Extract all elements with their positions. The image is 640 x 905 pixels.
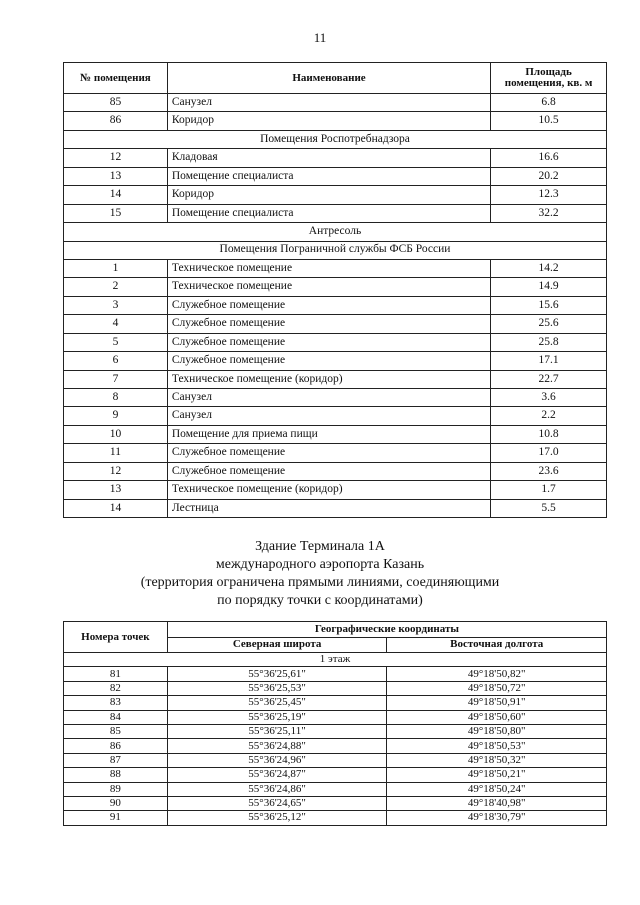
coordinate-row bbox=[64, 724, 607, 738]
room-number: 5 bbox=[64, 333, 168, 351]
room-name: Кладовая bbox=[167, 149, 490, 167]
room-number: 6 bbox=[64, 352, 168, 370]
header-point-numbers: Номера точек bbox=[64, 622, 168, 653]
header-room-number: № помещения bbox=[64, 63, 168, 94]
room-area: 5.5 bbox=[491, 499, 607, 517]
header-room-area: Площадь помещения, кв. м bbox=[491, 63, 607, 94]
point-number: 88 bbox=[64, 768, 168, 782]
header-geo-coordinates: Географические координаты bbox=[167, 622, 606, 638]
building-title-line: по порядку точки с координатами) bbox=[217, 593, 423, 608]
room-number: 15 bbox=[64, 204, 168, 222]
room-name: Техническое помещение bbox=[167, 278, 490, 296]
coordinate-row bbox=[64, 796, 607, 810]
point-number: 89 bbox=[64, 782, 168, 796]
coordinates-table bbox=[63, 621, 607, 826]
room-name: Техническое помещение (коридор) bbox=[167, 481, 490, 499]
latitude: 55°36'25,19" bbox=[167, 710, 387, 724]
point-number: 91 bbox=[64, 811, 168, 825]
latitude: 55°36'24,88" bbox=[167, 739, 387, 753]
latitude: 55°36'24,65" bbox=[167, 796, 387, 810]
point-number: 85 bbox=[64, 724, 168, 738]
longitude: 49°18'50,53" bbox=[387, 739, 607, 753]
section-row bbox=[64, 223, 607, 241]
room-area: 16.6 bbox=[491, 149, 607, 167]
room-row bbox=[64, 370, 607, 388]
latitude: 55°36'25,61" bbox=[167, 667, 387, 681]
coordinate-row bbox=[64, 753, 607, 767]
room-row bbox=[64, 425, 607, 443]
room-name: Техническое помещение bbox=[167, 259, 490, 277]
room-number: 12 bbox=[64, 462, 168, 480]
latitude: 55°36'25,45" bbox=[167, 696, 387, 710]
header-latitude: Северная широта bbox=[167, 637, 387, 653]
section-row bbox=[64, 130, 607, 148]
floor-label: 1 этаж bbox=[64, 653, 607, 667]
point-number: 90 bbox=[64, 796, 168, 810]
latitude: 55°36'25,53" bbox=[167, 681, 387, 695]
room-row bbox=[64, 259, 607, 277]
room-number: 86 bbox=[64, 112, 168, 130]
room-number: 14 bbox=[64, 499, 168, 517]
room-area: 10.5 bbox=[491, 112, 607, 130]
latitude: 55°36'24,86" bbox=[167, 782, 387, 796]
room-area: 17.1 bbox=[491, 352, 607, 370]
longitude: 49°18'50,82" bbox=[387, 667, 607, 681]
room-area: 25.8 bbox=[491, 333, 607, 351]
section-row bbox=[64, 241, 607, 259]
room-row bbox=[64, 444, 607, 462]
room-number: 8 bbox=[64, 389, 168, 407]
room-area: 10.8 bbox=[491, 425, 607, 443]
room-area: 1.7 bbox=[491, 481, 607, 499]
page-number: 11 bbox=[313, 30, 327, 45]
rooms-table bbox=[63, 62, 607, 518]
room-name: Служебное помещение bbox=[167, 315, 490, 333]
point-number: 86 bbox=[64, 739, 168, 753]
room-row bbox=[64, 407, 607, 425]
room-name: Служебное помещение bbox=[167, 333, 490, 351]
header-longitude: Восточная долгота bbox=[387, 637, 607, 653]
point-number: 81 bbox=[64, 667, 168, 681]
room-row bbox=[64, 112, 607, 130]
room-number: 4 bbox=[64, 315, 168, 333]
room-number: 10 bbox=[64, 425, 168, 443]
room-row bbox=[64, 149, 607, 167]
point-number: 87 bbox=[64, 753, 168, 767]
room-row bbox=[64, 352, 607, 370]
room-area: 14.2 bbox=[491, 259, 607, 277]
room-name: Служебное помещение bbox=[167, 462, 490, 480]
room-row bbox=[64, 462, 607, 480]
room-area: 25.6 bbox=[491, 315, 607, 333]
coordinate-row bbox=[64, 811, 607, 825]
room-area: 2.2 bbox=[491, 407, 607, 425]
room-area: 20.2 bbox=[491, 167, 607, 185]
coordinate-row bbox=[64, 739, 607, 753]
coordinate-row bbox=[64, 696, 607, 710]
room-name: Служебное помещение bbox=[167, 296, 490, 314]
latitude: 55°36'25,11" bbox=[167, 724, 387, 738]
room-area: 14.9 bbox=[491, 278, 607, 296]
room-number: 85 bbox=[64, 94, 168, 112]
room-name: Лестница bbox=[167, 499, 490, 517]
room-number: 1 bbox=[64, 259, 168, 277]
section-title: Помещения Роспотребнадзора bbox=[64, 130, 607, 148]
room-name: Помещение для приема пищи bbox=[167, 425, 490, 443]
room-name: Санузел bbox=[167, 94, 490, 112]
room-area: 15.6 bbox=[491, 296, 607, 314]
building-title-line: Здание Терминала 1А bbox=[255, 539, 385, 554]
longitude: 49°18'50,91" bbox=[387, 696, 607, 710]
room-area: 17.0 bbox=[491, 444, 607, 462]
longitude: 49°18'40,98" bbox=[387, 796, 607, 810]
room-area: 32.2 bbox=[491, 204, 607, 222]
room-name: Коридор bbox=[167, 112, 490, 130]
room-row bbox=[64, 333, 607, 351]
room-number: 13 bbox=[64, 481, 168, 499]
room-row bbox=[64, 499, 607, 517]
point-number: 84 bbox=[64, 710, 168, 724]
section-title: Антресоль bbox=[64, 223, 607, 241]
longitude: 49°18'30,79" bbox=[387, 811, 607, 825]
room-area: 23.6 bbox=[491, 462, 607, 480]
room-name: Санузел bbox=[167, 389, 490, 407]
room-number: 11 bbox=[64, 444, 168, 462]
rooms-header-row bbox=[64, 63, 607, 94]
longitude: 49°18'50,32" bbox=[387, 753, 607, 767]
coordinate-row bbox=[64, 667, 607, 681]
room-name: Помещение специалиста bbox=[167, 167, 490, 185]
room-area: 6.8 bbox=[491, 94, 607, 112]
latitude: 55°36'24,96" bbox=[167, 753, 387, 767]
room-row bbox=[64, 315, 607, 333]
room-row bbox=[64, 481, 607, 499]
room-row bbox=[64, 296, 607, 314]
room-row bbox=[64, 204, 607, 222]
room-number: 7 bbox=[64, 370, 168, 388]
coordinate-row bbox=[64, 768, 607, 782]
room-row bbox=[64, 186, 607, 204]
room-name: Коридор bbox=[167, 186, 490, 204]
coordinate-row bbox=[64, 782, 607, 796]
point-number: 82 bbox=[64, 681, 168, 695]
room-row bbox=[64, 278, 607, 296]
longitude: 49°18'50,24" bbox=[387, 782, 607, 796]
room-name: Санузел bbox=[167, 407, 490, 425]
room-name: Служебное помещение bbox=[167, 352, 490, 370]
header-room-name: Наименование bbox=[167, 63, 490, 94]
room-area: 12.3 bbox=[491, 186, 607, 204]
latitude: 55°36'24,87" bbox=[167, 768, 387, 782]
room-name: Служебное помещение bbox=[167, 444, 490, 462]
room-name: Помещение специалиста bbox=[167, 204, 490, 222]
room-name: Техническое помещение (коридор) bbox=[167, 370, 490, 388]
room-number: 14 bbox=[64, 186, 168, 204]
building-title bbox=[0, 538, 640, 610]
longitude: 49°18'50,21" bbox=[387, 768, 607, 782]
coordinate-row bbox=[64, 710, 607, 724]
latitude: 55°36'25,12" bbox=[167, 811, 387, 825]
room-row bbox=[64, 167, 607, 185]
building-title-line: (территория ограничена прямыми линиями, соединяющими bbox=[140, 575, 500, 590]
room-number: 2 bbox=[64, 278, 168, 296]
room-number: 3 bbox=[64, 296, 168, 314]
room-row bbox=[64, 94, 607, 112]
room-number: 9 bbox=[64, 407, 168, 425]
room-area: 22.7 bbox=[491, 370, 607, 388]
room-row bbox=[64, 389, 607, 407]
room-number: 13 bbox=[64, 167, 168, 185]
longitude: 49°18'50,72" bbox=[387, 681, 607, 695]
longitude: 49°18'50,80" bbox=[387, 724, 607, 738]
point-number: 83 bbox=[64, 696, 168, 710]
room-area: 3.6 bbox=[491, 389, 607, 407]
building-title-line: международного аэропорта Казань bbox=[215, 557, 425, 572]
section-title: Помещения Пограничной службы ФСБ России bbox=[64, 241, 607, 259]
room-number: 12 bbox=[64, 149, 168, 167]
longitude: 49°18'50,60" bbox=[387, 710, 607, 724]
coordinate-row bbox=[64, 681, 607, 695]
